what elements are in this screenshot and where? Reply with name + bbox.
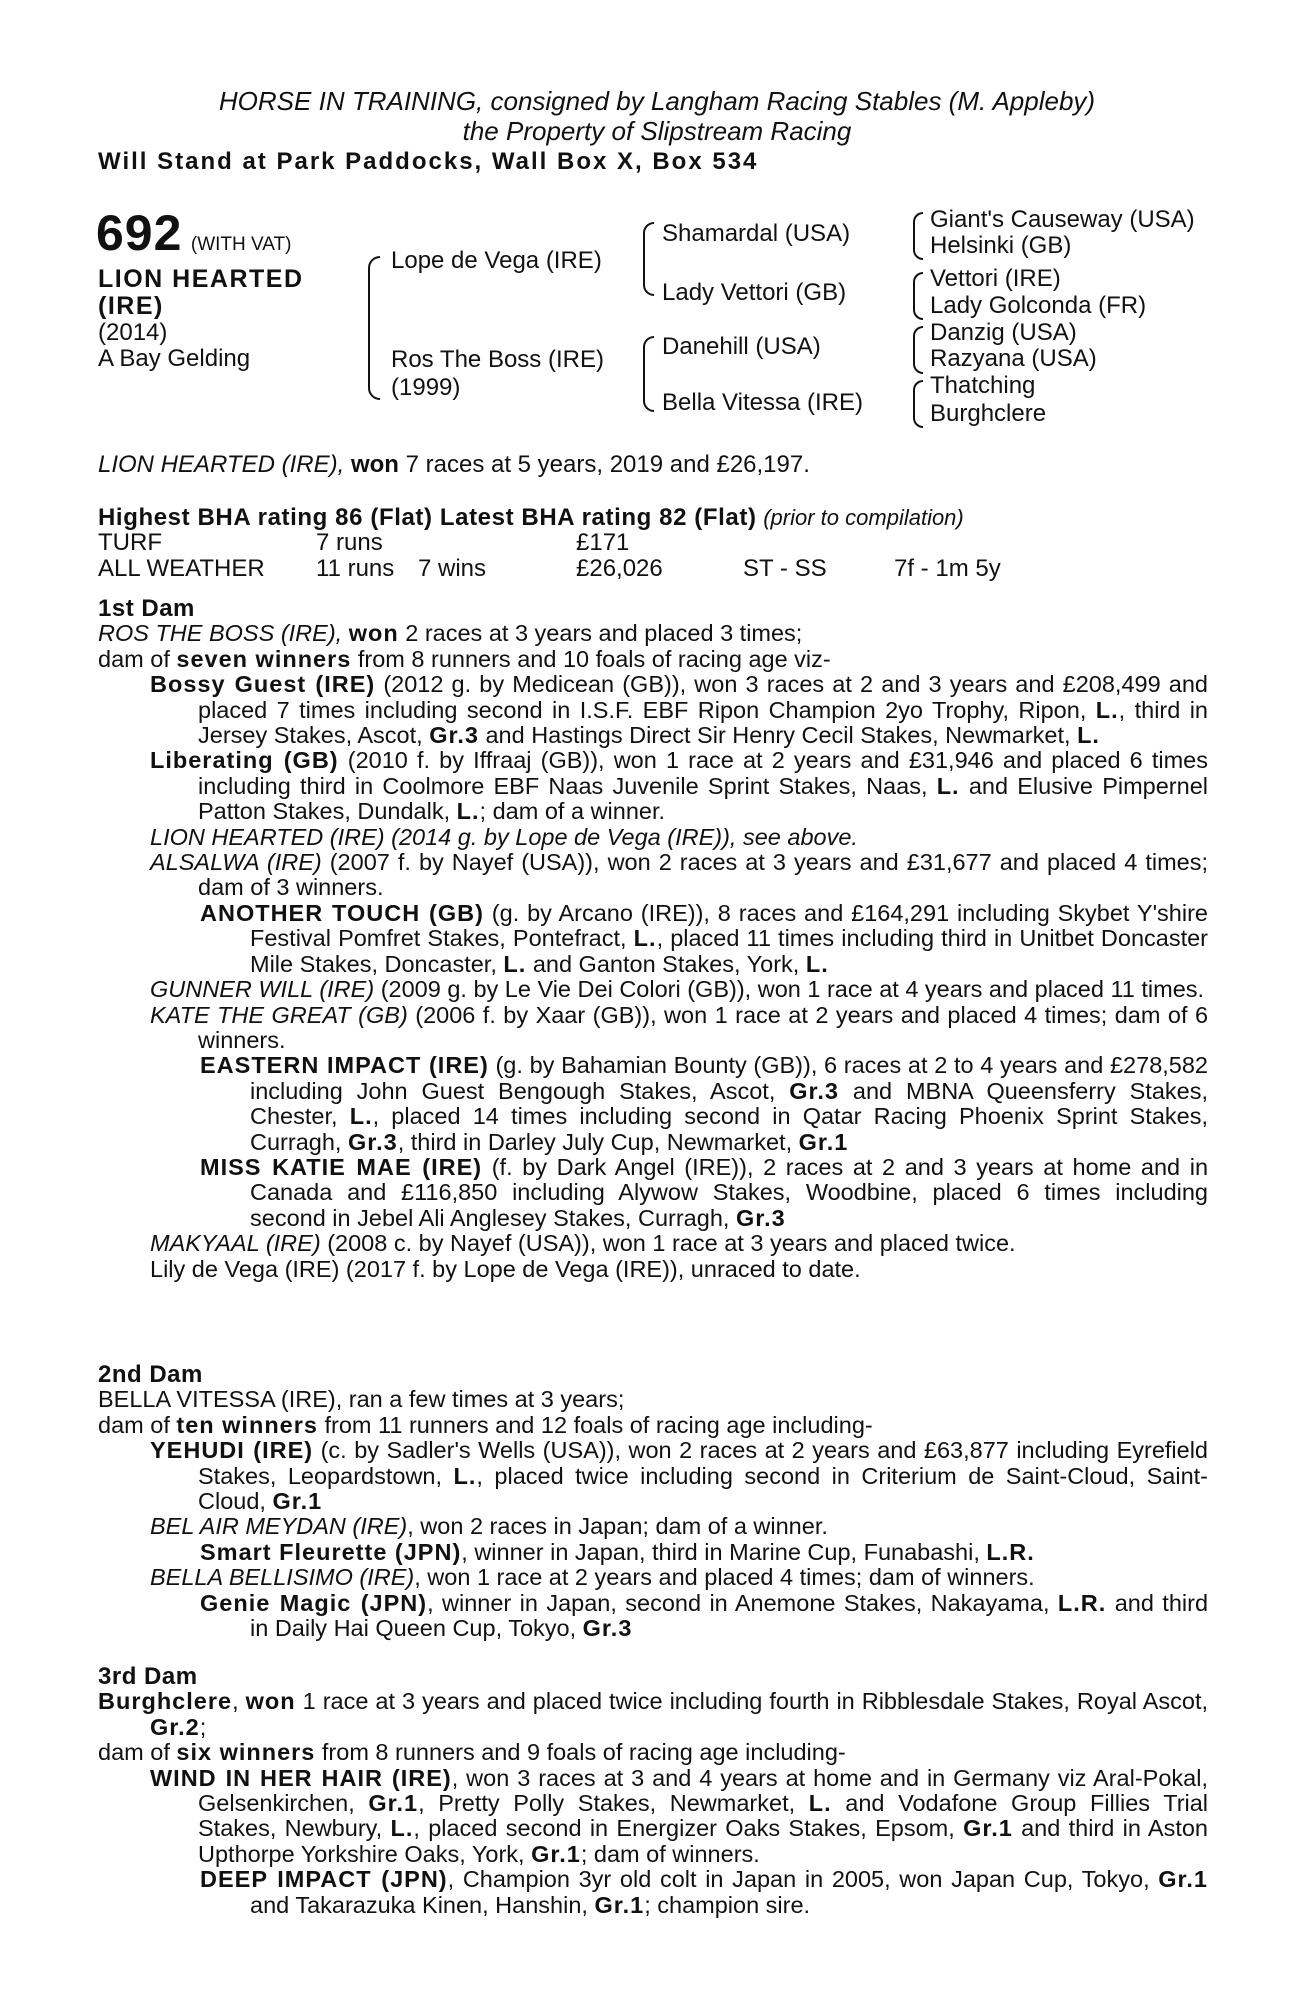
- produce-entry: KATE THE GREAT (GB) (2006 f. by Xaar (GB)), won 1 race at 2 years and placed 4 times; dam of 6 winners.: [150, 1001, 1209, 1053]
- record-row-all-weather: ALL WEATHER 11 runs 7 wins £26,026 ST - SS 7f - 1m 5y: [98, 555, 1001, 582]
- pedigree-sd-dam: Lady Golconda (FR): [930, 292, 1147, 319]
- produce-entry: Genie Magic (JPN), winner in Japan, second in Anemone Stakes, Nakayama, L.R. and third in Daily Hai Queen Cup, Tokyo, Gr.3: [200, 1589, 1209, 1642]
- record-row-turf: TURF 7 runs £171: [98, 529, 630, 556]
- produce-entry: LION HEARTED (IRE) (2014 g. by Lope de Vega (IRE)), see above.: [150, 823, 858, 850]
- produce-entry: BELLA BELLISIMO (IRE), won 1 race at 2 years and placed 4 times; dam of winners.: [150, 1564, 1035, 1591]
- third-dam-section: [98, 1664, 1208, 1918]
- horse-description: A Bay Gelding: [98, 345, 251, 372]
- produce-entry: ANOTHER TOUCH (GB) (g. by Arcano (IRE)), 8 races and £164,291 including Skybet Y'shire Festival Pomfret Stakes, Pontefract, L., placed 11 times including third in Unitbet Doncaster Mile Stakes, Doncaster, L. and Ganton Stakes, York, L.: [200, 899, 1209, 977]
- pedigree-dam-year: (1999): [391, 374, 461, 401]
- produce-entry: EASTERN IMPACT (IRE) (g. by Bahamian Bounty (GB)), 6 races at 2 to 4 years and £278,582 including John Guest Bengough Stakes, Ascot, Gr.3 and MBNA Queensferry Stakes, Chester, L., placed 14 times including second in Qatar Racing Phoenix Sprint Stakes, Curragh, Gr.3, third in Darley July Cup, Newmarket, Gr.1: [200, 1052, 1209, 1155]
- pedigree-dd-dam: Burghclere: [930, 400, 1047, 427]
- lot-vat: (WITH VAT): [190, 234, 292, 255]
- produce-entry: MISS KATIE MAE (IRE) (f. by Dark Angel (IRE)), 2 races at 2 and 3 years at home and in Canada and £116,850 including Alywow Stakes, Woodbine, placed 6 times including second in Jebel Ali Anglesey Stakes, Curragh, Gr.3: [200, 1153, 1209, 1231]
- pedigree-brace: [643, 336, 654, 412]
- dam-produce-summary: dam of ten winners from 11 runners and 12 foals of racing age including-: [98, 1411, 873, 1438]
- pedigree-dam-sire: Danehill (USA): [662, 333, 821, 360]
- section-heading: 2nd Dam: [98, 1361, 203, 1388]
- pedigree-ds-sire: Danzig (USA): [930, 319, 1077, 346]
- pedigree-ss-dam: Helsinki (GB): [930, 232, 1072, 259]
- horse-year: (2014): [98, 319, 168, 346]
- pedigree-brace: [913, 380, 923, 428]
- dam-produce-summary: dam of seven winners from 8 runners and 10 foals of racing age viz-: [98, 645, 831, 672]
- produce-entry: YEHUDI (IRE) (c. by Sadler's Wells (USA)), won 2 races at 2 years and £63,877 including Eyrefield Stakes, Leopardstown, L., placed twice including second in Criterium de Saint-Cloud, Saint-Cloud, Gr.1: [150, 1437, 1208, 1515]
- pedigree-dd-sire: Thatching: [930, 372, 1036, 399]
- produce-entry: Liberating (GB) (2010 f. by Iffraaj (GB)), won 1 race at 2 years and £31,946 and placed 6 times including third in Coolmore EBF Naas Juvenile Sprint Stakes, Naas, L. and Elusive Pimpernel Patton Stakes, Dundalk, L.; dam of a winner.: [150, 747, 1208, 825]
- pedigree-ds-dam: Razyana (USA): [930, 345, 1097, 372]
- produce-entry: Lily de Vega (IRE) (2017 f. by Lope de Vega (IRE)), unraced to date.: [150, 1255, 861, 1282]
- pedigree-sire-dam: Lady Vettori (GB): [662, 279, 847, 306]
- pedigree-brace: [643, 222, 654, 296]
- produce-entry: DEEP IMPACT (JPN), Champion 3yr old colt in Japan in 2005, won Japan Cup, Tokyo, Gr.1 and Takarazuka Kinen, Hanshin, Gr.1; champion sire.: [200, 1866, 1208, 1918]
- race-summary: LION HEARTED (IRE), won 7 races at 5 years, 2019 and £26,197.: [98, 451, 810, 478]
- header-consignor: HORSE IN TRAINING, consigned by Langham Racing Stables (M. Appleby): [218, 86, 1096, 116]
- produce-entry: BEL AIR MEYDAN (IRE), won 2 races in Japan; dam of a winner.: [150, 1513, 828, 1540]
- lot-number: 692: [96, 205, 183, 261]
- pedigree-sire: Lope de Vega (IRE): [391, 247, 602, 274]
- header-owner: the Property of Slipstream Racing: [462, 116, 852, 146]
- produce-entry: Smart Fleurette (JPN), winner in Japan, third in Marine Cup, Funabashi, L.R.: [200, 1538, 1035, 1565]
- produce-entry: Bossy Guest (IRE) (2012 g. by Medicean (GB)), won 3 races at 2 and 3 years and £208,499 and placed 7 times including second in I.S.F. EBF Ripon Champion 2yo Trophy, Ripon, L., third in Jersey Stakes, Ascot, Gr.3 and Hastings Direct Sir Henry Cecil Stakes, Newmarket, L.: [150, 671, 1208, 749]
- pedigree-brace: [913, 212, 923, 260]
- pedigree-sire-sire: Shamardal (USA): [662, 220, 851, 247]
- produce-entry: MAKYAAL (IRE) (2008 c. by Nayef (USA)), won 1 race at 3 years and placed twice.: [150, 1230, 1016, 1257]
- pedigree-brace: [368, 256, 380, 400]
- section-heading: 3rd Dam: [98, 1663, 198, 1690]
- horse-name-line2: (IRE): [98, 292, 164, 320]
- pedigree-ss-sire: Giant's Causeway (USA): [930, 206, 1195, 233]
- second-dam-section: [98, 1362, 1208, 1641]
- produce-entry: ALSALWA (IRE) (2007 f. by Nayef (USA)), won 2 races at 3 years and £31,677 and placed 4 times; dam of 3 winners.: [150, 849, 1209, 901]
- section-heading: 1st Dam: [98, 595, 195, 622]
- bha-ratings: Highest BHA rating 86 (Flat) Latest BHA rating 82 (Flat) (prior to compilation): [98, 504, 964, 531]
- pedigree-dam: Ros The Boss (IRE): [391, 346, 604, 373]
- first-dam-section: [98, 596, 1208, 1282]
- produce-entry: WIND IN HER HAIR (IRE), won 3 races at 3 and 4 years at home and in Germany viz Aral-Pokal, Gelsenkirchen, Gr.1, Pretty Polly Stakes, Newmarket, L. and Vodafone Group Fillies Trial Stakes, Newbury, L., placed second in Energizer Oaks Stakes, Epsom, Gr.1 and third in Aston Upthorpe Yorkshire Oaks, York, Gr.1; dam of winners.: [150, 1764, 1209, 1867]
- pedigree-dam-dam: Bella Vitessa (IRE): [662, 389, 863, 416]
- dam-record: ROS THE BOSS (IRE), won 2 races at 3 years and placed 3 times;: [98, 620, 803, 647]
- header-location: Will Stand at Park Paddocks, Wall Box X, Box 534: [98, 148, 759, 175]
- horse-name-line1: LION HEARTED: [98, 265, 304, 293]
- dam-record: Burghclere, won 1 race at 3 years and placed twice including fourth in Ribblesdale Stakes, Royal Ascot, Gr.2;: [98, 1688, 1209, 1740]
- produce-entry: GUNNER WILL (IRE) (2009 g. by Le Vie Dei Colori (GB)), won 1 race at 4 years and placed 11 times.: [150, 976, 1205, 1003]
- dam-record: BELLA VITESSA (IRE), ran a few times at 3 years;: [98, 1386, 625, 1413]
- pedigree-brace: [913, 326, 923, 374]
- pedigree-sd-sire: Vettori (IRE): [930, 265, 1061, 292]
- dam-produce-summary: dam of six winners from 8 runners and 9 foals of racing age including-: [98, 1739, 846, 1766]
- lot-number-block: [96, 204, 292, 262]
- pedigree-brace: [913, 272, 923, 320]
